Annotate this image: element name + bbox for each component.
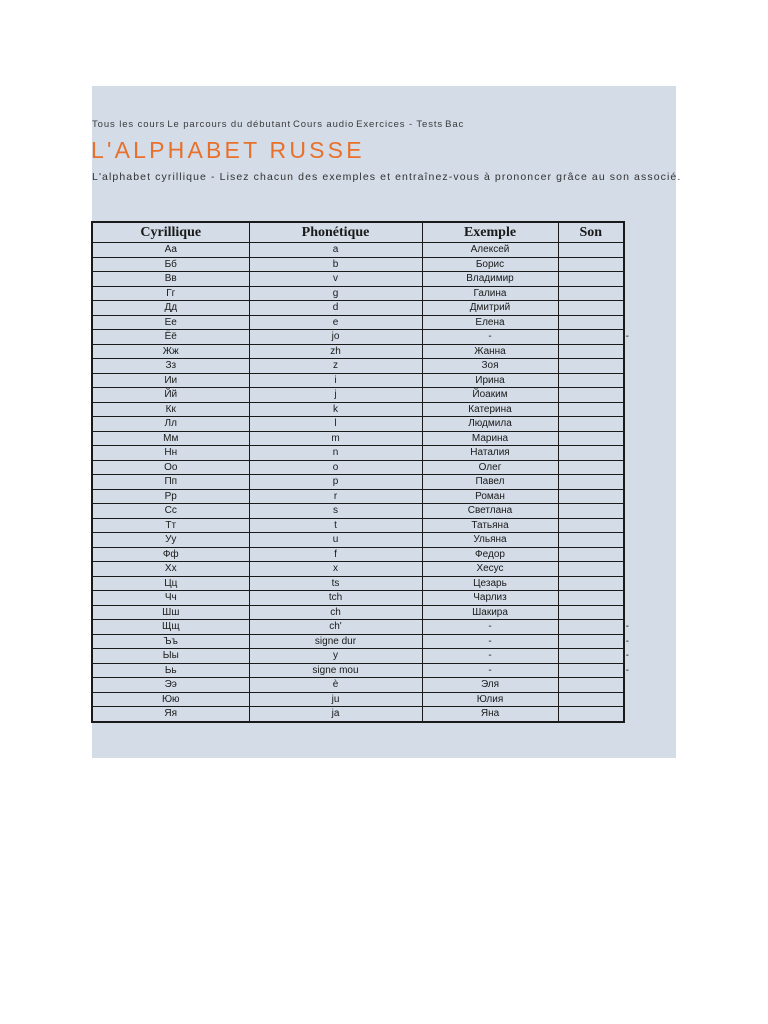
table-row (92, 272, 624, 287)
cell-phonetique: signe dur (249, 634, 422, 649)
cell-cyrillique: Ёё (92, 330, 249, 345)
cell-cyrillique: Ии (92, 373, 249, 388)
cell-exemple: Галина (422, 286, 558, 301)
cell-son[interactable] (558, 707, 624, 722)
cell-son[interactable] (558, 417, 624, 432)
cell-phonetique: d (249, 301, 422, 316)
table-row (92, 330, 624, 345)
cell-cyrillique: Тт (92, 518, 249, 533)
cell-son[interactable] (558, 344, 624, 359)
cell-exemple: Ирина (422, 373, 558, 388)
cell-son[interactable] (558, 533, 624, 548)
nav-link[interactable]: Cours audio (293, 119, 355, 130)
cell-phonetique: g (249, 286, 422, 301)
cell-phonetique: o (249, 460, 422, 475)
cell-phonetique: tch (249, 591, 422, 606)
cell-exemple: Шакира (422, 605, 558, 620)
cell-phonetique: jo (249, 330, 422, 345)
table-row (92, 475, 624, 490)
cell-cyrillique: Кк (92, 402, 249, 417)
nav-link[interactable]: Tous les cours (92, 119, 166, 130)
table-row (92, 576, 624, 591)
table-row (92, 591, 624, 606)
cell-son[interactable] (558, 562, 624, 577)
intro-text: L'alphabet cyrillique - Lisez chacun des exemples et entraînez-vous à prononcer grâce au son associé. (92, 171, 682, 183)
cell-cyrillique: Йй (92, 388, 249, 403)
cell-phonetique: z (249, 359, 422, 374)
cell-cyrillique: Шш (92, 605, 249, 620)
cell-son[interactable] (558, 576, 624, 591)
cell-phonetique: k (249, 402, 422, 417)
cell-phonetique: ja (249, 707, 422, 722)
cell-son[interactable] (558, 663, 629, 678)
cell-phonetique: r (249, 489, 422, 504)
cell-exemple: Хесус (422, 562, 558, 577)
table-row (92, 344, 624, 359)
cell-exemple: Цезарь (422, 576, 558, 591)
table-row (92, 533, 624, 548)
cell-cyrillique: Яя (92, 707, 249, 722)
cell-exemple: - (422, 634, 558, 649)
cell-cyrillique: Щщ (92, 620, 249, 635)
cell-exemple: Борис (422, 257, 558, 272)
cell-exemple: - (422, 330, 558, 345)
son-dash: - (625, 621, 629, 632)
cell-exemple: Людмила (422, 417, 558, 432)
cell-phonetique: è (249, 678, 422, 693)
table-row (92, 243, 624, 258)
cell-cyrillique: Жж (92, 344, 249, 359)
table-row (92, 504, 624, 519)
cell-phonetique: zh (249, 344, 422, 359)
cell-exemple: Светлана (422, 504, 558, 519)
table-row (92, 518, 624, 533)
table-row (92, 605, 624, 620)
cell-cyrillique: Хх (92, 562, 249, 577)
table-row (92, 634, 624, 649)
cell-exemple: Яна (422, 707, 558, 722)
cell-son[interactable] (558, 634, 629, 649)
cell-exemple: - (422, 649, 558, 664)
table-row (92, 562, 624, 577)
cell-son[interactable] (558, 692, 624, 707)
cell-son[interactable] (558, 605, 624, 620)
header-phonetique: Phonétique (249, 222, 422, 243)
cell-cyrillique: Оо (92, 460, 249, 475)
cell-exemple: Павел (422, 475, 558, 490)
cell-phonetique: p (249, 475, 422, 490)
cell-cyrillique: Нн (92, 446, 249, 461)
cell-cyrillique: Зз (92, 359, 249, 374)
cell-son[interactable] (558, 678, 624, 693)
cell-son[interactable] (558, 359, 624, 374)
cell-cyrillique: Фф (92, 547, 249, 562)
cell-phonetique: ch' (249, 620, 422, 635)
cell-exemple: Федор (422, 547, 558, 562)
cell-exemple: Елена (422, 315, 558, 330)
cell-son[interactable] (558, 620, 629, 635)
cell-son[interactable] (558, 301, 624, 316)
cell-phonetique: t (249, 518, 422, 533)
cell-exemple: Олег (422, 460, 558, 475)
cell-phonetique: v (249, 272, 422, 287)
cell-phonetique: m (249, 431, 422, 446)
cell-phonetique: ts (249, 576, 422, 591)
cell-phonetique: ju (249, 692, 422, 707)
cell-cyrillique: Вв (92, 272, 249, 287)
table-row (92, 315, 624, 330)
cell-cyrillique: Ыы (92, 649, 249, 664)
cell-phonetique: ch (249, 605, 422, 620)
cell-exemple: Ульяна (422, 533, 558, 548)
cell-cyrillique: Дд (92, 301, 249, 316)
cell-son[interactable] (558, 649, 629, 664)
nav-link[interactable]: Exercices - Tests (356, 119, 444, 130)
cell-exemple: - (422, 620, 558, 635)
cell-son[interactable] (558, 243, 624, 258)
cell-phonetique: e (249, 315, 422, 330)
cell-cyrillique: Чч (92, 591, 249, 606)
table-row (92, 620, 624, 635)
cell-son[interactable] (558, 257, 624, 272)
table-row (92, 678, 624, 693)
cell-phonetique: y (249, 649, 422, 664)
table-row (92, 547, 624, 562)
cell-son[interactable] (558, 460, 624, 475)
cell-exemple: Дмитрий (422, 301, 558, 316)
cell-son[interactable] (558, 402, 624, 417)
cell-phonetique: i (249, 373, 422, 388)
table-row (92, 257, 624, 272)
cell-son[interactable] (558, 431, 624, 446)
cell-son[interactable] (558, 489, 624, 504)
table-row (92, 649, 624, 664)
cell-phonetique: x (249, 562, 422, 577)
table-row (92, 460, 624, 475)
table-row (92, 373, 624, 388)
cell-son[interactable] (558, 504, 624, 519)
cell-cyrillique: Пп (92, 475, 249, 490)
table-row (92, 359, 624, 374)
cell-exemple: Владимир (422, 272, 558, 287)
cell-cyrillique: Ээ (92, 678, 249, 693)
cell-cyrillique: Цц (92, 576, 249, 591)
cell-cyrillique: Ъъ (92, 634, 249, 649)
cell-son[interactable] (558, 547, 624, 562)
son-dash: - (625, 664, 629, 676)
cell-cyrillique: Юю (92, 692, 249, 707)
cell-son[interactable] (558, 518, 624, 533)
cell-exemple: Юлия (422, 692, 558, 707)
cell-exemple: Жанна (422, 344, 558, 359)
cell-cyrillique: Гг (92, 286, 249, 301)
cell-cyrillique: Аа (92, 243, 249, 258)
cell-exemple: Татьяна (422, 518, 558, 533)
table-row (92, 402, 624, 417)
cell-son[interactable] (558, 272, 624, 287)
cell-exemple: Зоя (422, 359, 558, 374)
table-row (92, 301, 624, 316)
cell-cyrillique: Ее (92, 315, 249, 330)
cell-phonetique: f (249, 547, 422, 562)
cell-son[interactable] (558, 286, 624, 301)
table-row (92, 286, 624, 301)
table-row (92, 489, 624, 504)
alphabet-table (91, 221, 629, 723)
cell-cyrillique: Бб (92, 257, 249, 272)
table-row (92, 388, 624, 403)
cell-phonetique: b (249, 257, 422, 272)
table-row (92, 692, 624, 707)
cell-son[interactable] (558, 315, 624, 330)
nav-link[interactable]: Le parcours du débutant (167, 119, 292, 130)
cell-phonetique: j (249, 388, 422, 403)
cell-cyrillique: Мм (92, 431, 249, 446)
header-son: Son (558, 222, 624, 243)
cell-exemple: - (422, 663, 558, 678)
cell-son[interactable] (558, 591, 624, 606)
cell-son[interactable] (558, 330, 629, 345)
cell-son[interactable] (558, 373, 624, 388)
son-dash: - (625, 331, 629, 342)
table-row (92, 417, 624, 432)
table-row (92, 446, 624, 461)
cell-exemple: Йоаким (422, 388, 558, 403)
cell-exemple: Наталия (422, 446, 558, 461)
cell-exemple: Катерина (422, 402, 558, 417)
cell-exemple: Чарлиз (422, 591, 558, 606)
son-dash: - (625, 635, 629, 647)
cell-son[interactable] (558, 475, 624, 490)
cell-cyrillique: Ьь (92, 663, 249, 678)
cell-phonetique: n (249, 446, 422, 461)
table-header-row (92, 222, 624, 243)
cell-phonetique: signe mou (249, 663, 422, 678)
cell-phonetique: l (249, 417, 422, 432)
table-row (92, 663, 624, 678)
header-exemple: Exemple (422, 222, 558, 243)
son-dash: - (625, 650, 629, 661)
page-title: L'ALPHABET RUSSE (91, 137, 365, 163)
cell-cyrillique: Сс (92, 504, 249, 519)
table-row (92, 431, 624, 446)
cell-cyrillique: Рр (92, 489, 249, 504)
table-row (92, 707, 624, 722)
cell-phonetique: u (249, 533, 422, 548)
nav-link[interactable]: Bac (445, 119, 465, 130)
cell-cyrillique: Уу (92, 533, 249, 548)
cell-phonetique: s (249, 504, 422, 519)
cell-son[interactable] (558, 446, 624, 461)
cell-exemple: Роман (422, 489, 558, 504)
cell-phonetique: a (249, 243, 422, 258)
top-navigation (92, 119, 464, 130)
cell-exemple: Марина (422, 431, 558, 446)
cell-exemple: Алексей (422, 243, 558, 258)
cell-exemple: Эля (422, 678, 558, 693)
header-cyrillique: Cyrillique (92, 222, 249, 243)
cell-son[interactable] (558, 388, 624, 403)
cell-cyrillique: Лл (92, 417, 249, 432)
